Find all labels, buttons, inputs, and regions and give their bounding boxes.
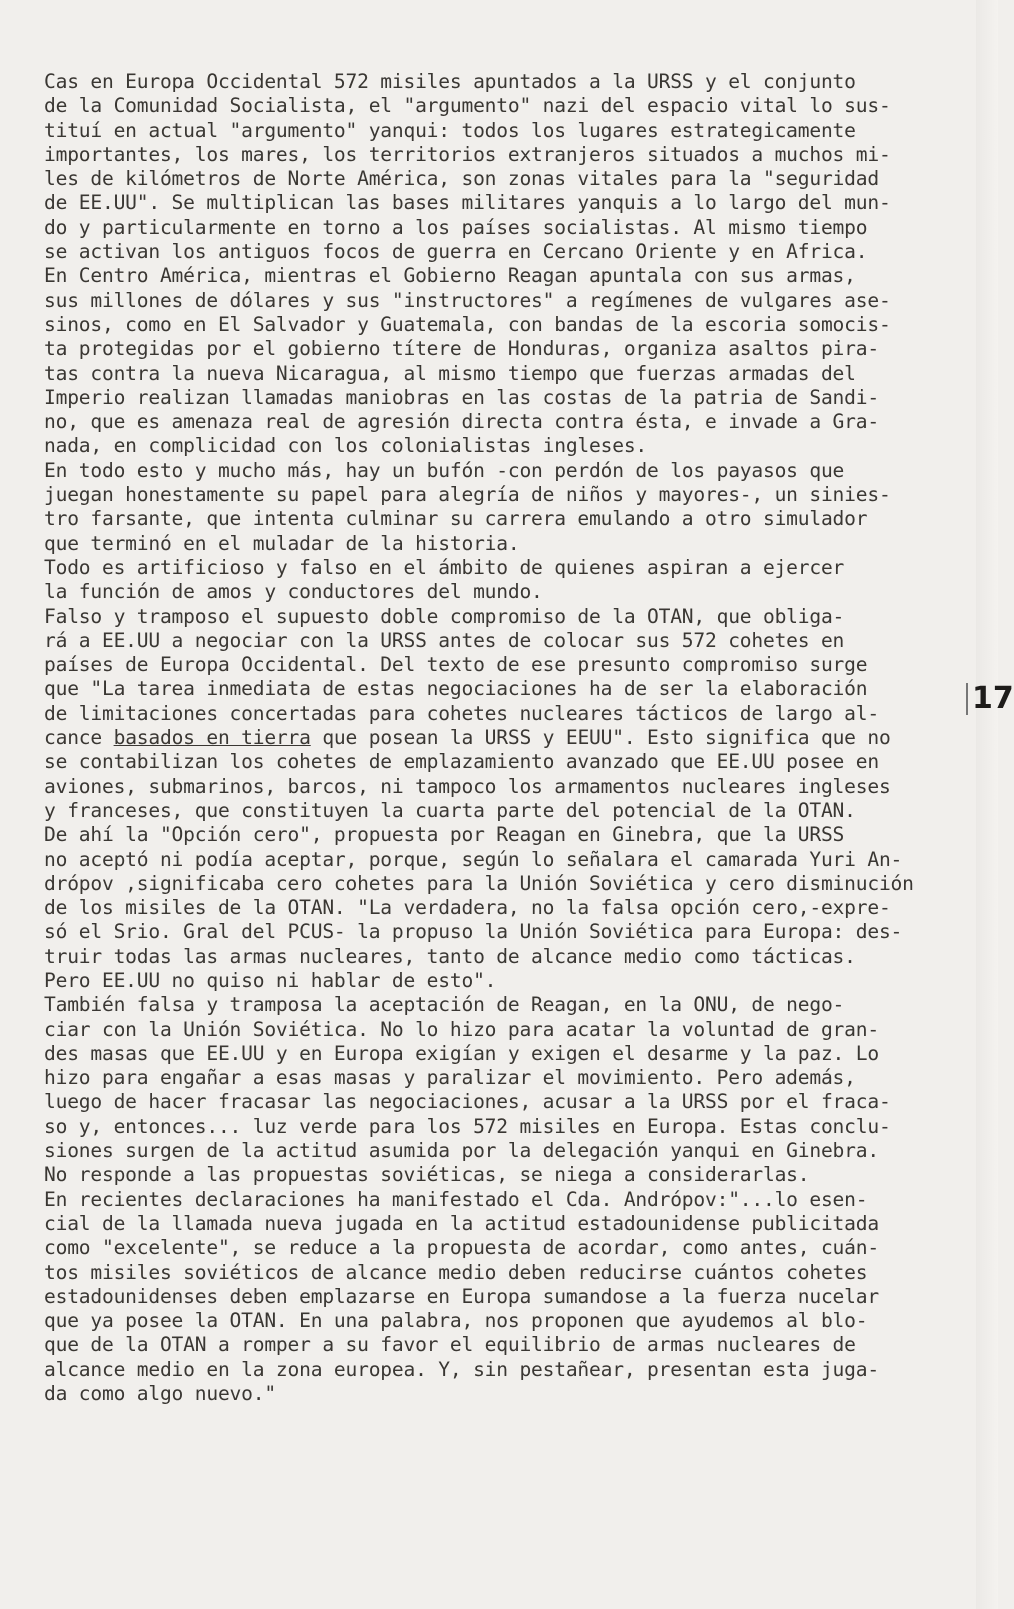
text-line: sinos, como en El Salvador y Guatemala, con bandas de la escoria somocis- [44,312,891,336]
text-line: Falso y tramposo el supuesto doble compromiso de la OTAN, que obliga- [44,604,845,628]
scan-edge [976,0,998,1609]
text-line: sus millones de dólares y sus "instructores" a regímenes de vulgares ase- [44,288,891,312]
text-line: só el Srio. Gral del PCUS- la propuso la Unión Soviética para Europa: des- [44,920,903,944]
text-line: Todo es artificioso y falso en el ámbito de quienes aspiran a ejercer [44,555,845,579]
text-line: truir todas las armas nucleares, tanto de alcance medio como tácticas. [44,944,856,968]
text-line: ta protegidas por el gobierno títere de Honduras, organiza asaltos pira- [44,337,879,361]
text-line: da como algo nuevo." [44,1382,276,1406]
text-line: les de kilómetros de Norte América, son zonas vitales para la "seguridad [44,167,879,191]
line-segment: que posean la URSS y EEUU". Esto significa que no [310,726,891,750]
text-line: importantes, los mares, los territorios extranjeros situados a muchos mi- [44,142,891,166]
text-line: se contabilizan los cohetes de emplazamiento avanzado que EE.UU posee en [44,750,879,774]
text-line: luego de hacer fracasar las negociaciones, acusar a la URSS por el fraca- [44,1090,891,1114]
text-line: siones surgen de la actitud asumida por la delegación yanqui en Ginebra. [44,1139,879,1163]
text-line: la función de amos y conductores del mundo. [44,580,543,604]
text-line: tos misiles soviéticos de alcance medio deben reducirse cuántos cohetes [44,1260,868,1284]
text-line: que terminó en el muladar de la historia. [44,531,520,555]
text-line: so y, entonces... luz verde para los 572 misiles en Europa. Estas conclu- [44,1114,891,1138]
text-line: También falsa y tramposa la aceptación de Reagan, en la ONU, de nego- [44,993,845,1017]
text-line: de limitaciones concertadas para cohetes nucleares tácticos de largo al- [44,701,879,725]
text-line: De ahí la "Opción cero", propuesta por Reagan en Ginebra, que la URSS [44,823,845,847]
text-line: se activan los antiguos focos de guerra en Cercano Oriente y en Africa. [44,240,868,264]
text-line: Imperio realizan llamadas maniobras en las costas de la patria de Sandi- [44,385,879,409]
document-body [44,70,944,1406]
text-line: tro farsante, que intenta culminar su carrera emulando a otro simulador [44,507,868,531]
text-line: No responde a las propuestas soviéticas, se niega a considerarlas. [44,1163,810,1187]
text-line: que ya posee la OTAN. En una palabra, nos proponen que ayudemos al blo- [44,1309,868,1333]
text-line: tas contra la nueva Nicaragua, al mismo tiempo que fuerzas armadas del [44,361,856,385]
text-line: como "excelente", se reduce a la propuesta de acordar, como antes, cuán- [44,1236,879,1260]
text-line: alcance medio en la zona europea. Y, sin pestañear, presentan esta juga- [44,1357,879,1381]
text-line: ciar con la Unión Soviética. No lo hizo para acatar la voluntad de gran- [44,1017,879,1041]
text-line: países de Europa Occidental. Del texto de ese presunto compromiso surge [44,653,868,677]
page-number: 17 [966,683,1014,715]
text-line: En Centro América, mientras el Gobierno Reagan apuntala con sus armas, [44,264,856,288]
text-line: des masas que EE.UU y en Europa exigían y exigen el desarme y la paz. Lo [44,1041,879,1065]
text-line: tituí en actual "argumento" yanqui: todos los lugares estrategicamente [44,118,856,142]
text-line: drópov ,significaba cero cohetes para la Unión Soviética y cero disminución [44,871,914,895]
text-line: Cas en Europa Occidental 572 misiles apuntados a la URSS y el conjunto [44,70,856,93]
text-line: En recientes declaraciones ha manifestado el Cda. Andrópov:"...lo esen- [44,1187,868,1211]
underlined-phrase: basados en tierra [113,726,311,750]
text-line: nada, en complicidad con los colonialistas ingleses. [44,434,648,458]
text-line: y franceses, que constituyen la cuarta parte del potencial de la OTAN. [44,798,856,822]
text-line: de la Comunidad Socialista, el "argumento" nazi del espacio vital lo sus- [44,94,891,118]
text-line: que "La tarea inmediata de estas negociaciones ha de ser la elaboración [44,677,868,701]
line-segment: cance [44,726,114,750]
text-line: Pero EE.UU no quiso ni hablar de esto". [44,968,497,992]
text-line: do y particularmente en torno a los países socialistas. Al mismo tiempo [44,215,868,239]
text-line: En todo esto y mucho más, hay un bufón -con perdón de los payasos que [44,458,845,482]
text-line: aviones, submarinos, barcos, ni tampoco los armamentos nucleares ingleses [44,774,891,798]
text-line: que de la OTAN a romper a su favor el equilibrio de armas nucleares de [44,1333,856,1357]
text-line-underlined [44,726,944,750]
text-line: no aceptó ni podía aceptar, porque, según lo señalara el camarada Yuri An- [44,847,903,871]
text-line: de los misiles de la OTAN. "La verdadera, no la falsa opción cero,-expre- [44,896,891,920]
text-line: juegan honestamente su papel para alegría de niños y mayores-, un sinies- [44,483,891,507]
text-line: rá a EE.UU a negociar con la URSS antes de colocar sus 572 cohetes en [44,628,845,652]
text-line: no, que es amenaza real de agresión directa contra ésta, e invade a Gra- [44,410,879,434]
text-line: de EE.UU". Se multiplican las bases militares yanquis a lo largo del mun- [44,191,891,215]
text-line: cial de la llamada nueva jugada en la actitud estadounidense publicitada [44,1211,879,1235]
text-line: hizo para engañar a esas masas y paralizar el movimiento. Pero además, [44,1066,856,1090]
text-line: estadounidenses deben emplazarse en Europa sumandose a la fuerza nucelar [44,1284,879,1308]
